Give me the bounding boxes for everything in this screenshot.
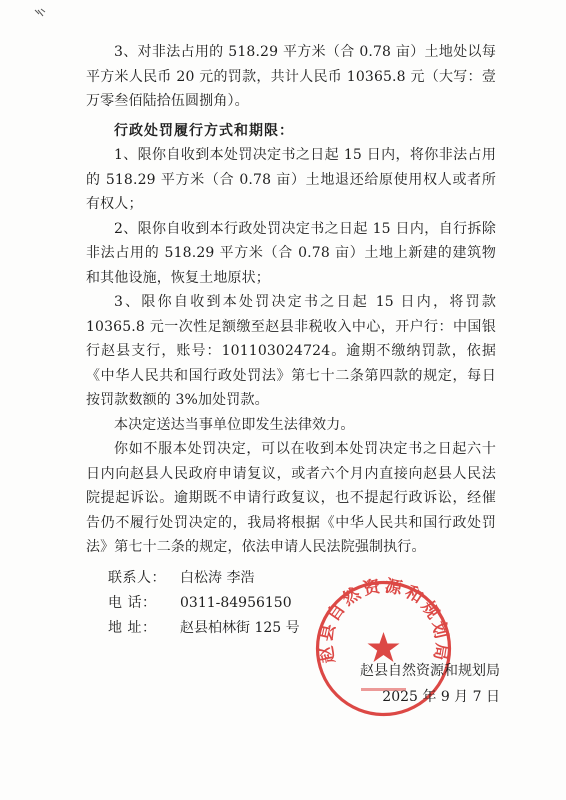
document-body xyxy=(86,40,496,560)
contact-label: 地 址： xyxy=(108,620,157,636)
seal-text: 赵县自然资源和规划局 xyxy=(316,576,452,665)
contact-block xyxy=(108,566,300,641)
performance-item-3: 3、限你自收到本处罚决定书之日起 15 日内，将罚款 10365.8 元一次性足额缴至赵县非税收入中心，开户行：中国银行赵县支行，账号：101103024724。逾期不缴纳罚款，依据《中华人民共和国行政处罚法》第七十二条第四款的规定，每日按罚款数额的 3%加处罚款。 xyxy=(86,294,496,408)
contact-label: 联系人： xyxy=(108,570,166,586)
contact-label: 电 话： xyxy=(108,595,157,611)
contact-row-phone xyxy=(108,591,300,616)
appeal-statement: 你如不服本处罚决定，可以在收到本处罚决定书之日起六十日内向赵县人民政府申请复议，或者六个月内直接向赵县人民法院提起诉讼。逾期既不申请行政复议，也不提起行政诉讼，经催告仍不履行处罚决定的，我局将根据《中华人民共和国行政处罚法》第七十二条的规定，依法申请人民法院强制执行。 xyxy=(86,441,496,555)
performance-item-2: 2、限你自收到本行政处罚决定书之日起 15 日内，自行拆除非法占用的 518.29 平方米（合 0.78 亩）土地上新建的建筑物和其他设施，恢复土地原状； xyxy=(86,220,496,286)
signature-block xyxy=(300,658,500,710)
contact-value: 0311-84956150 xyxy=(180,595,292,611)
issuer-name: 赵县自然资源和规划局 xyxy=(360,663,500,679)
issue-date: 2025 年 9 月 7 日 xyxy=(382,689,500,705)
contact-row-person xyxy=(108,566,300,591)
section-title-performance: 行政处罚履行方式和期限： xyxy=(114,122,294,139)
contact-value: 白松涛 李浩 xyxy=(180,570,255,586)
contact-value: 赵县柏林街 125 号 xyxy=(180,620,300,636)
penalty-item-3: 3、对非法占用的 518.29 平方米（合 0.78 亩）土地处以每平方米人民币 20 元的罚款，共计人民币 10365.8 元（大写：壹万零叁佰陆拾伍圆捌角）。 xyxy=(86,44,496,109)
corner-scribble-mark xyxy=(34,8,46,18)
performance-item-1: 1、限你自收到本处罚决定书之日起 15 日内，将你非法占用的 518.29 平方米（合 0.78 亩）土地退还给原使用权人或者所有权人； xyxy=(86,147,496,212)
contact-row-address xyxy=(108,616,300,641)
effect-statement: 本决定送达当事单位即发生法律效力。 xyxy=(114,416,355,433)
